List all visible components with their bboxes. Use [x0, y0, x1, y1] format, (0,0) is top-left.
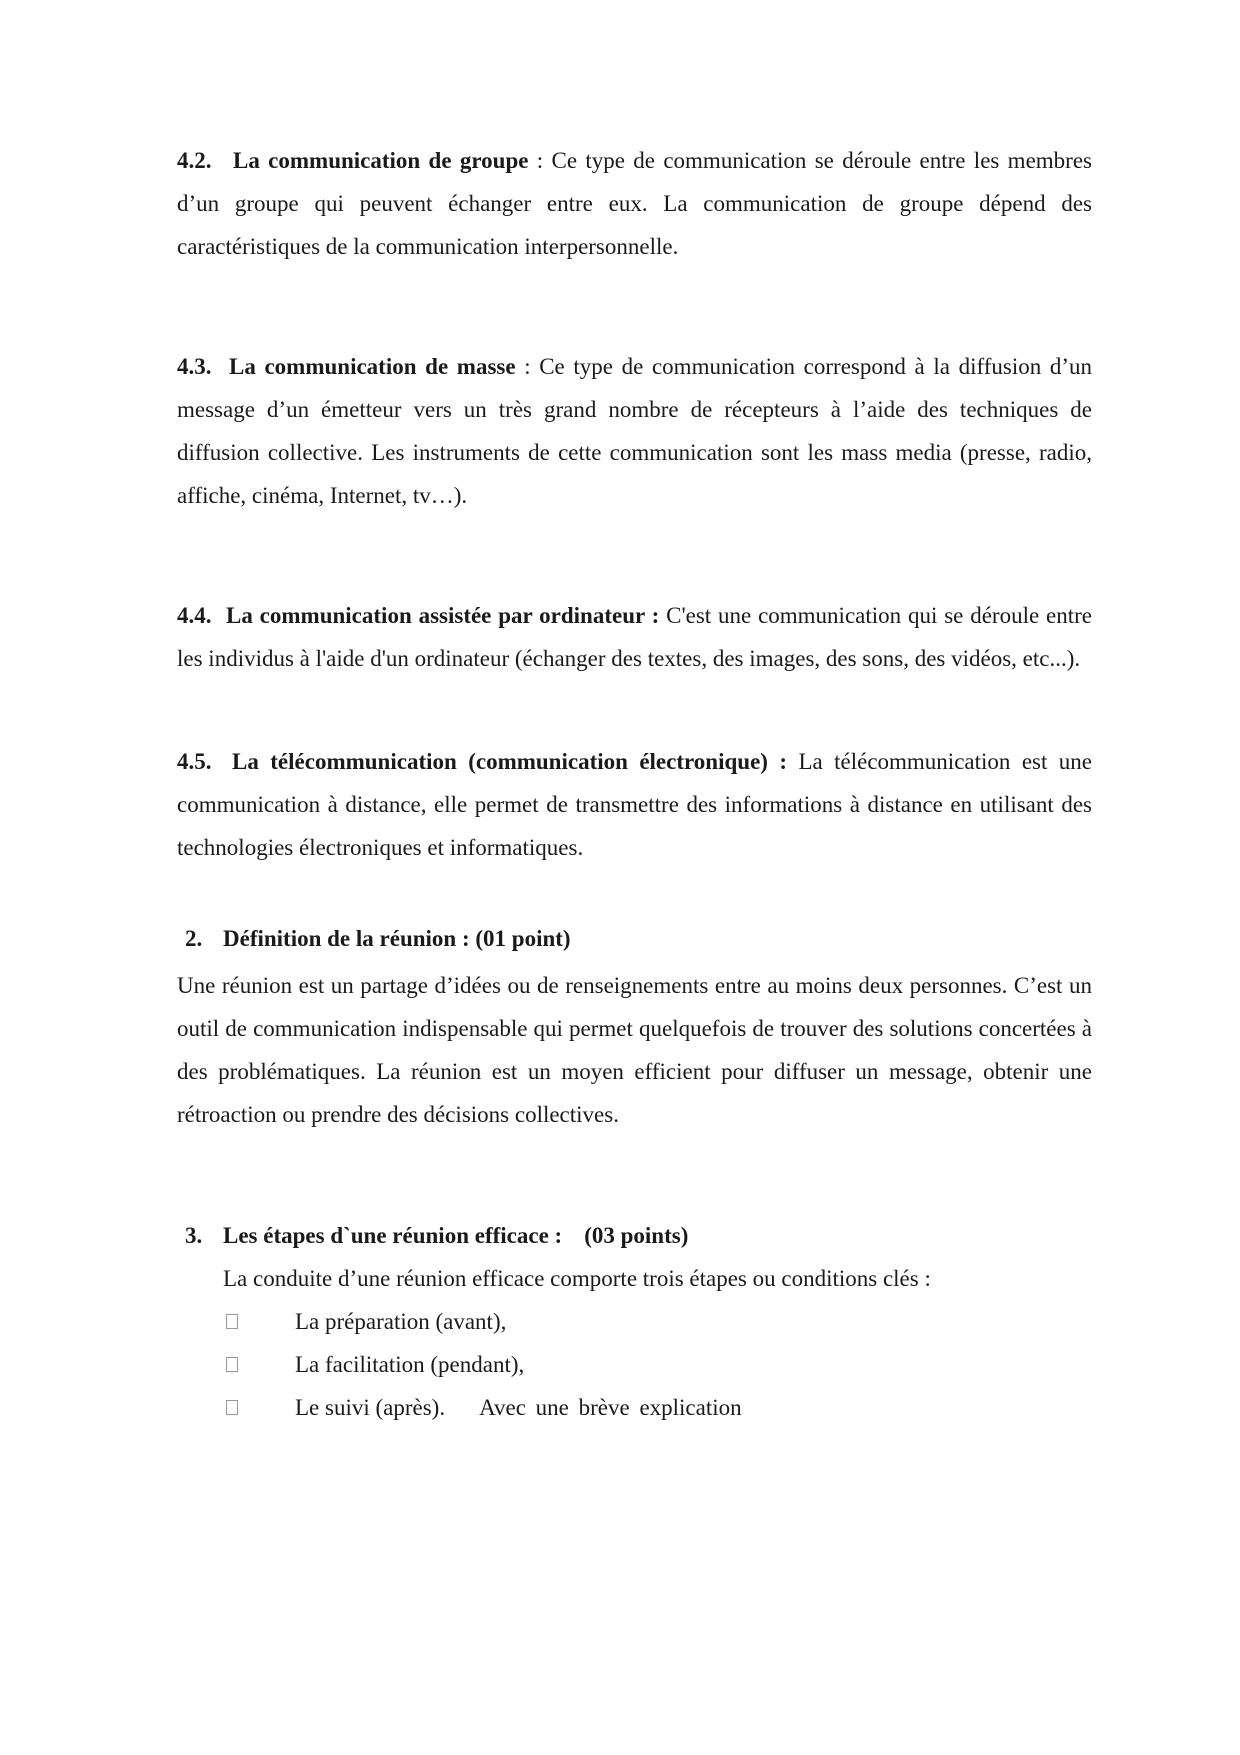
section-3-heading [185, 1214, 688, 1257]
checkbox-glyph-icon [226, 1357, 238, 1372]
checkbox-glyph-icon [226, 1314, 238, 1329]
section-3-intro: La conduite d’une réunion efficace comporte trois étapes ou conditions clés : [223, 1266, 931, 1291]
section-number: 2. [185, 926, 203, 951]
list-item-note: Avec une brève explication [479, 1395, 742, 1420]
list-item-text [295, 1386, 742, 1429]
separator: : [515, 354, 540, 379]
section-title: La télécommunication (communication électronique) : [232, 749, 788, 774]
section-number: 3. [185, 1223, 203, 1248]
separator: : [528, 148, 552, 173]
section-4-3 [177, 345, 1092, 517]
section-4-4 [177, 594, 1092, 680]
section-2-body: Une réunion est un partage d’idées ou de renseignements entre au moins deux personnes. C’est un outil de communication indispensable qui permet quelquefois de trouver des solutions concertées à des problématiques. La réunion est un moyen efficient pour diffuser un message, obtenir une rétroaction ou prendre des décisions collectives. [177, 973, 1092, 1127]
section-title: Définition de la réunion : (01 point) [223, 926, 571, 951]
section-4-2 [177, 139, 1092, 268]
section-body: Ce type de communication correspond à la diffusion d’un message d’un émetteur vers un très grand nombre de récepteurs à l’aide des techniques de diffusion collective. Les instruments de cette communication sont les mass media (presse, radio, affiche, cinéma, Internet, tv…). [177, 354, 1092, 508]
section-title: La communication de masse [229, 354, 516, 379]
section-title: La communication assistée par ordinateur : [226, 603, 660, 628]
section-body: La télécommunication est une communication à distance, elle permet de transmettre des informations à distance en utilisant des technologies électroniques et informatiques. [177, 749, 1092, 860]
section-number: 4.5. [177, 749, 212, 774]
section-body: C'est une communication qui se déroule entre les individus à l'aide d'un ordinateur (échanger des textes, des images, des sons, des vidéos, etc...). [177, 603, 1092, 671]
section-number: 4.2. [177, 148, 212, 173]
list-item-text: La facilitation (pendant), [295, 1352, 525, 1377]
section-number: 4.3. [177, 354, 212, 379]
list-item-text: La préparation (avant), [295, 1309, 507, 1334]
checkbox-glyph-icon [226, 1400, 238, 1415]
section-4-5 [177, 740, 1092, 869]
list-item-label: Le suivi (après). [295, 1395, 446, 1420]
section-body: Ce type de communication se déroule entre les membres d’un groupe qui peuvent échanger entre eux. La communication de groupe dépend des caractéristiques de la communication interpersonnelle. [177, 148, 1092, 259]
section-points: (03 points) [584, 1223, 689, 1248]
section-2-heading [185, 917, 571, 960]
section-number: 4.4. [177, 603, 212, 628]
section-title: La communication de groupe [233, 148, 529, 173]
section-title: Les étapes d`une réunion efficace : [223, 1223, 563, 1248]
separator [787, 749, 798, 774]
